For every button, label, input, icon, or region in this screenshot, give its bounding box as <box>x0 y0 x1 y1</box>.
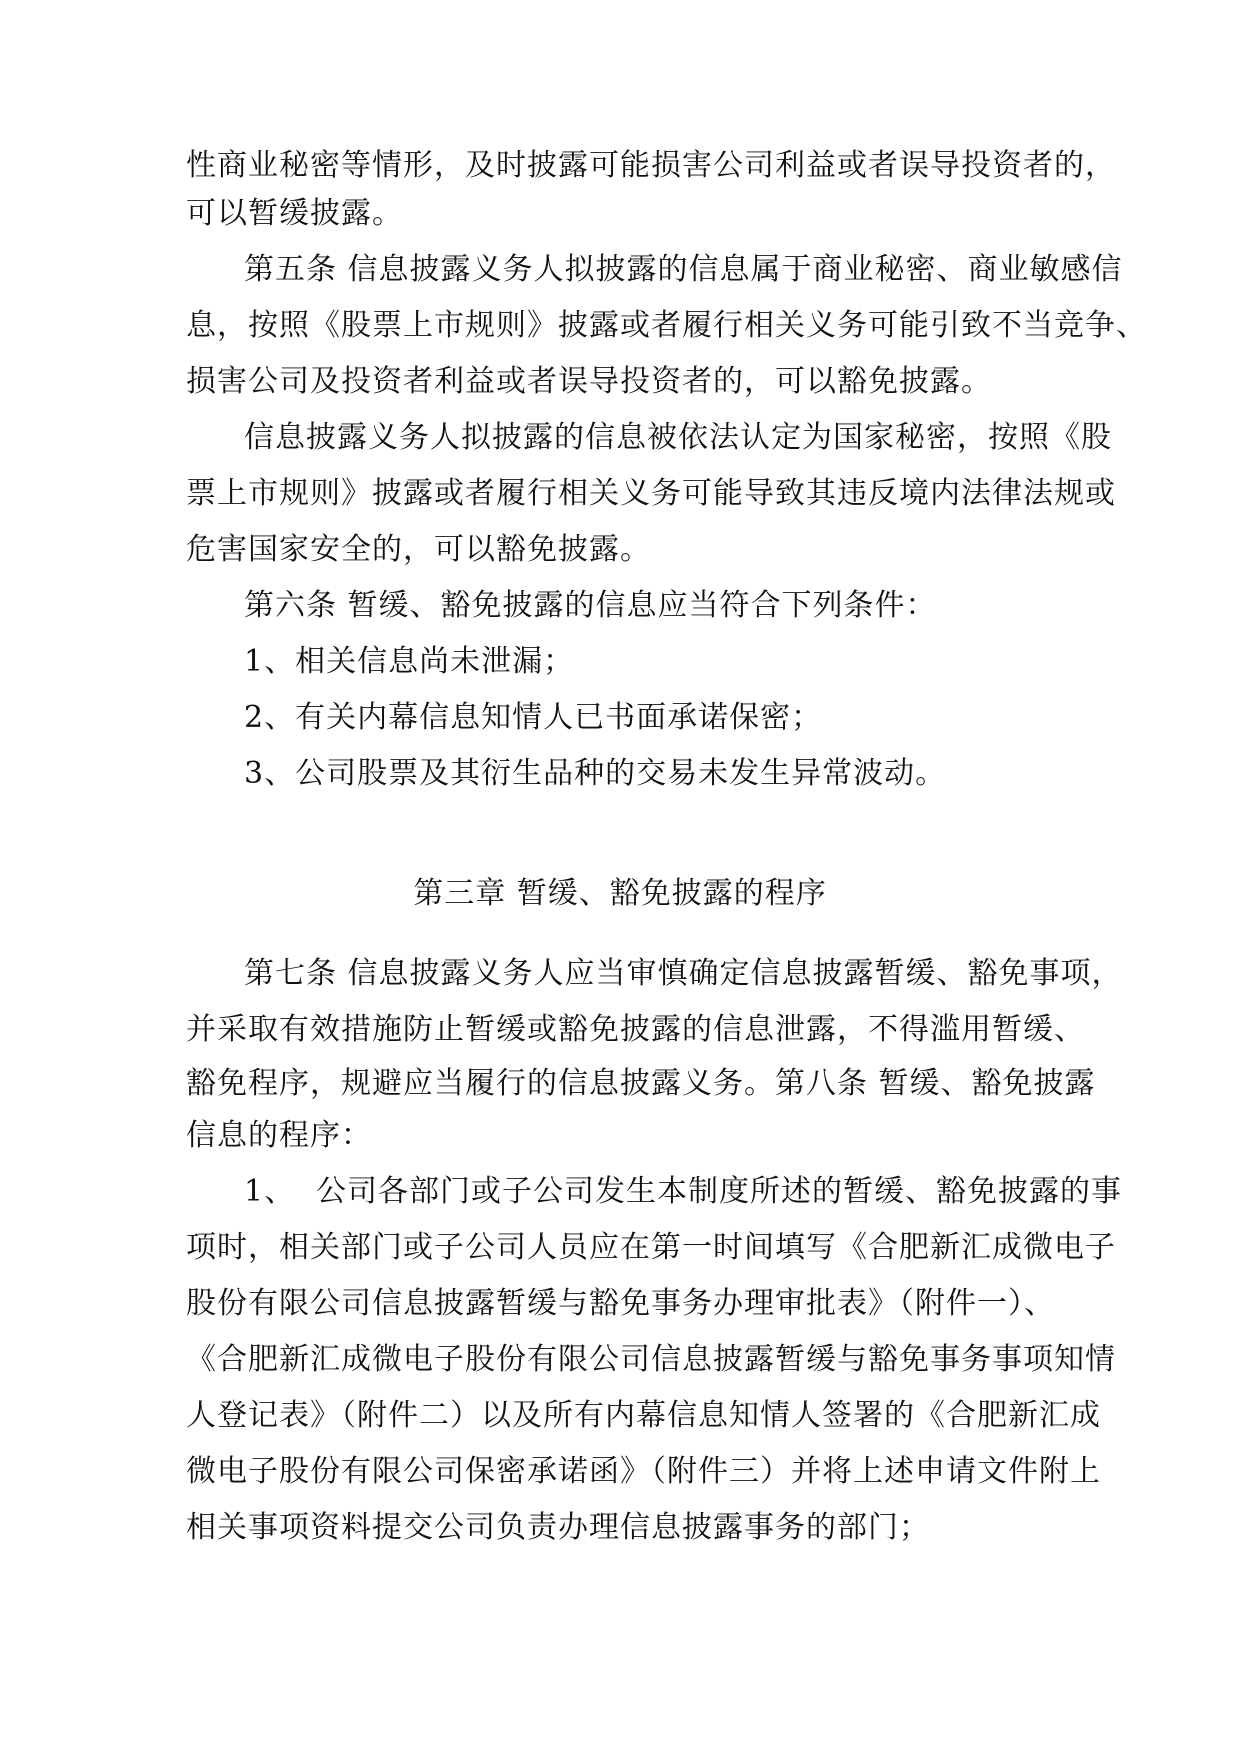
paragraph-line: 信息的程序： <box>186 1118 372 1153</box>
procedure-item-text: 公司各部门或子公司发生本制度所述的暂缓、豁免披露的事 <box>316 1174 1122 1209</box>
condition-item-3: 3、公司股票及其衍生品种的交易未发生异常波动。 <box>244 756 947 791</box>
paragraph-line: 性商业秘密等情形，及时披露可能损害公司利益或者误导投资者的， <box>186 148 1116 183</box>
paragraph-line: 相关事项资料提交公司负责办理信息披露事务的部门； <box>186 1510 930 1545</box>
paragraph-line: 人登记表》（附件二）以及所有内幕信息知情人签署的《合肥新汇成 <box>186 1398 1101 1433</box>
paragraph-line: 项时，相关部门或子公司人员应在第一时间填写《合肥新汇成微电子 <box>186 1230 1116 1265</box>
article-5-heading-line: 第五条 信息披露义务人拟披露的信息属于商业秘密、商业敏感信 <box>244 252 1123 287</box>
paragraph-line: 损害公司及投资者利益或者误导投资者的，可以豁免披露。 <box>186 364 992 399</box>
condition-item-1: 1、相关信息尚未泄漏； <box>244 644 575 679</box>
paragraph-line: 可以暂缓披露。 <box>186 196 403 231</box>
paragraph-line: 并采取有效措施防止暂缓或豁免披露的信息泄露，不得滥用暂缓、 <box>186 1012 1085 1047</box>
article-6-heading-line: 第六条 暂缓、豁免披露的信息应当符合下列条件： <box>244 588 937 623</box>
paragraph-line: 息，按照《股票上市规则》披露或者履行相关义务可能引致不当竞争、 <box>186 308 1147 343</box>
condition-item-2: 2、有关内幕信息知情人已书面承诺保密； <box>244 700 823 735</box>
paragraph-line: 豁免程序，规避应当履行的信息披露义务。第八条 暂缓、豁免披露 <box>186 1066 1096 1101</box>
paragraph-line: 股份有限公司信息披露暂缓与豁免事务办理审批表》（附件一）、 <box>186 1286 1055 1321</box>
paragraph-line: 《合肥新汇成微电子股份有限公司信息披露暂缓与豁免事务事项知情 <box>186 1342 1116 1377</box>
procedure-item-1-first-line <box>244 1172 1122 1212</box>
procedure-item-number: 1、 <box>244 1174 296 1209</box>
article-7-heading-line: 第七条 信息披露义务人应当审慎确定信息披露暂缓、豁免事项， <box>244 956 1123 991</box>
paragraph-line: 票上市规则》披露或者履行相关义务可能导致其违反境内法律法规或 <box>186 476 1116 511</box>
chapter-3-title: 第三章 暂缓、豁免披露的程序 <box>413 876 827 911</box>
paragraph-line: 危害国家安全的，可以豁免披露。 <box>186 532 651 567</box>
paragraph-line: 信息披露义务人拟披露的信息被依法认定为国家秘密，按照《股 <box>244 420 1112 455</box>
paragraph-line: 微电子股份有限公司保密承诺函》（附件三）并将上述申请文件附上 <box>186 1454 1101 1489</box>
